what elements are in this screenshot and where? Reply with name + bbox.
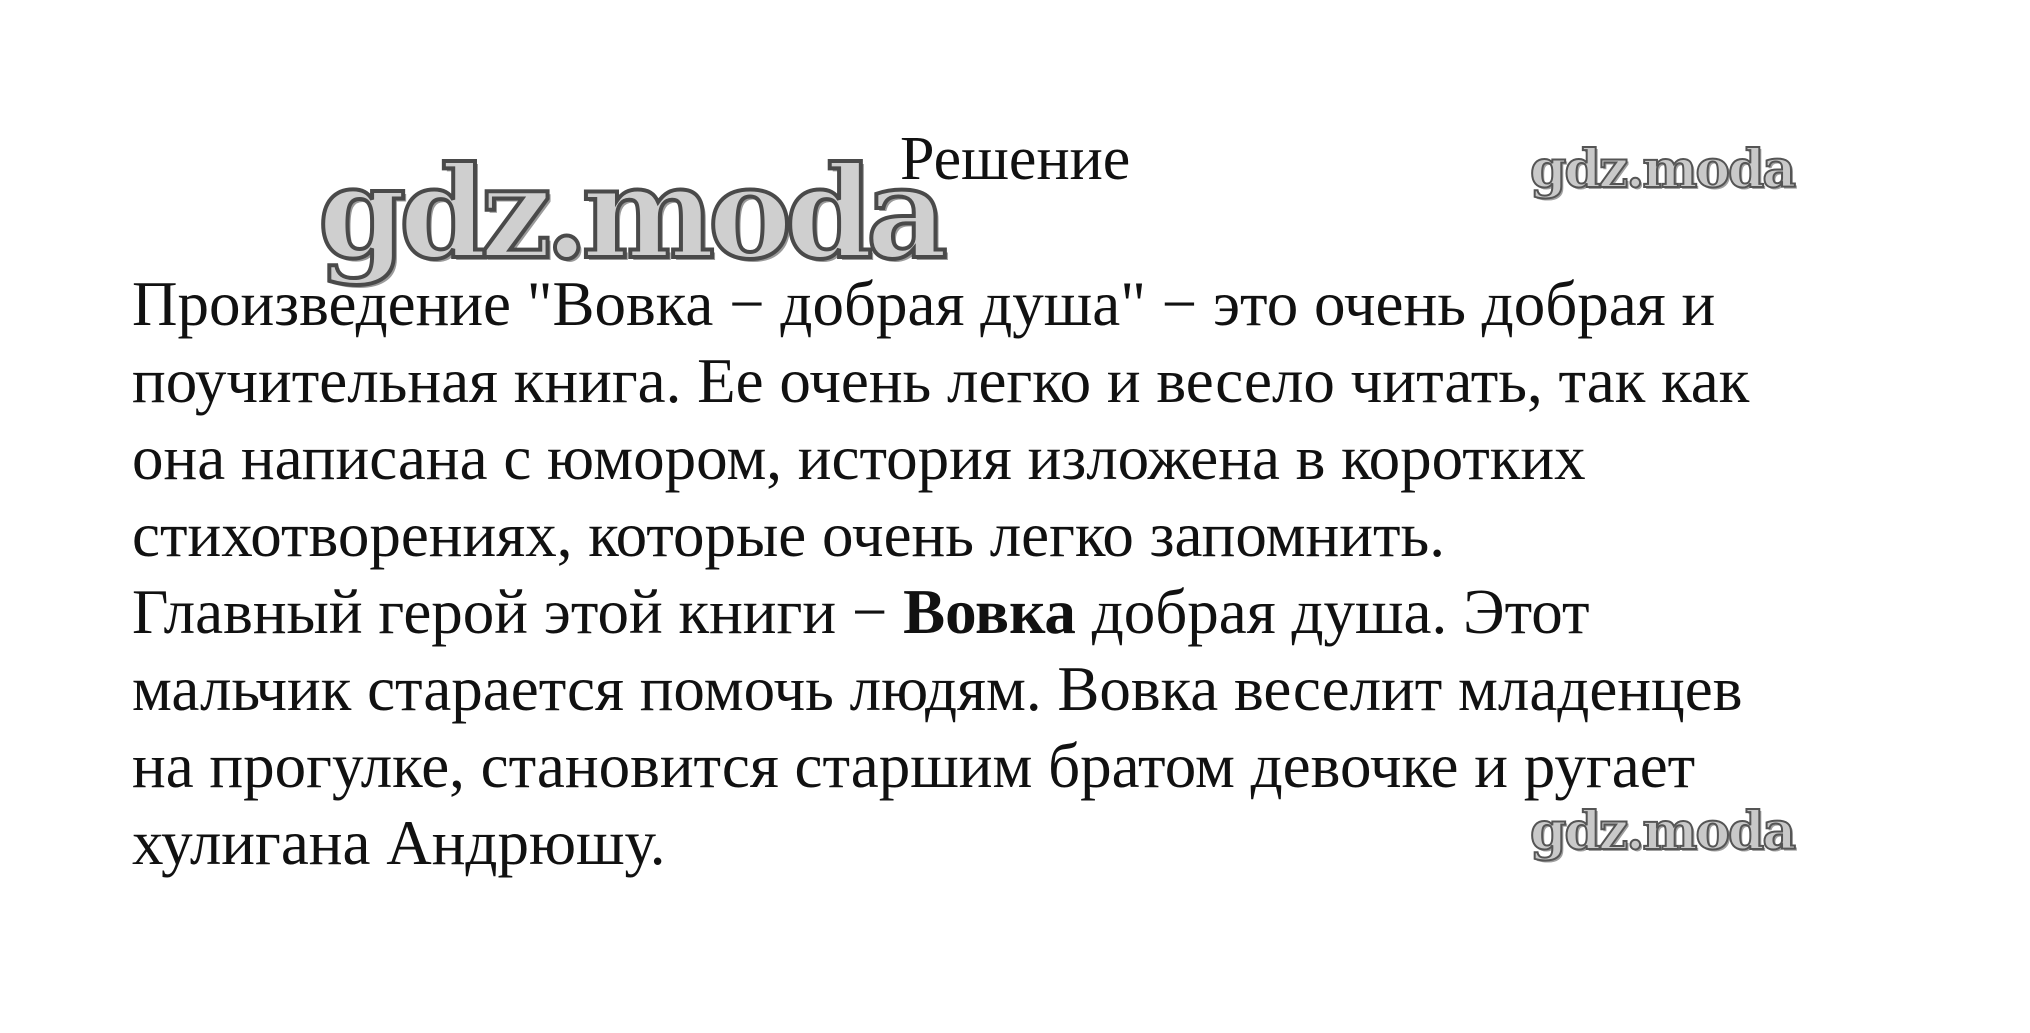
text-line-6: мальчик старается помочь людям. Вовка веселит младенцев (132, 654, 1743, 724)
text-line-3: она написана с юмором, история изложена в коротких (132, 423, 1586, 493)
text-line-5 (132, 574, 1992, 651)
text-line-5-end: добрая душа. Этот (1075, 577, 1590, 647)
text-line-7: на прогулке, становится старшим братом девочке и ругает (132, 731, 1696, 801)
text-line-8: хулигана Андрюшу. (132, 808, 666, 878)
text-line-1: Произведение "Вовка − добрая душа" − это очень добрая и (132, 269, 1716, 339)
watermark-logo-bottom-right: gdz.moda (1530, 801, 1795, 862)
text-line-5-start: Главный герой этой книги − (132, 577, 904, 647)
watermark-logo-large: gdz.moda (318, 139, 941, 287)
watermark-logo-top-right: gdz.moda (1530, 139, 1795, 200)
hero-name-bold: Вовка (903, 577, 1076, 647)
solution-heading: Решение (900, 125, 1131, 193)
solution-text (132, 266, 1992, 882)
text-line-4: стихотворениях, которые очень легко запомнить. (132, 500, 1445, 570)
text-line-2: поучительная книга. Ее очень легко и весело читать, так как (132, 346, 1750, 416)
